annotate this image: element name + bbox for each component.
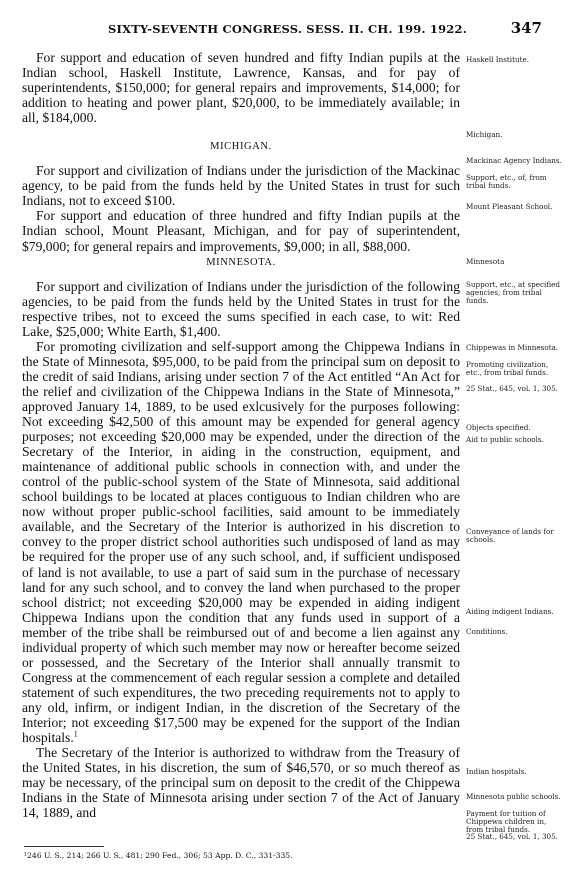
paragraph-haskell: For support and education of seven hundred and fifty Indian pupils at the Indian school, Haskell Institute, Lawrence, Kansas, and for pay of superintendents, $150,000; for general repairs and improvements, $14,000; for addition to heating and power plant, $20,000, to be immediately available; in all, $184,000. bbox=[22, 50, 460, 126]
margin-note-conditions: Conditions. bbox=[466, 627, 508, 636]
page-number: 347 bbox=[510, 19, 542, 37]
footnote: ¹246 U. S., 214; 266 U. S., 481; 290 Fed., 306; 53 App. D. C., 331-335. bbox=[24, 851, 293, 860]
margin-note-payment: Payment for tuition of Chippewa children in, from tribal funds. bbox=[466, 809, 547, 835]
footnote-rule bbox=[24, 846, 104, 847]
margin-note-mackinac: Mackinac Agency Indians. bbox=[466, 156, 562, 165]
margin-note-support: Support, etc., at specified agencies, from tribal funds. bbox=[466, 280, 560, 306]
paragraph-tuition: The Secretary of the Interior is authorized to withdraw from the Treasury of the United States, in his discretion, the sum of $46,570, or so much thereof as may be necessary, of the principal sum on deposit to the credit of the Chippewa Indians in the State of Minnesota arising under section 7 of the Act of January 14, 1889, and bbox=[22, 745, 460, 821]
heading-michigan: MICHIGAN. bbox=[210, 141, 272, 153]
margin-note-mackinac-sub: Support, etc., of, from tribal funds. bbox=[466, 173, 547, 191]
margin-note-mount-pleasant: Mount Pleasant School. bbox=[466, 202, 553, 211]
running-header bbox=[0, 19, 570, 39]
margin-note-hospitals: Indian hospitals. bbox=[466, 767, 527, 776]
header-title: SIXTY-SEVENTH CONGRESS. SESS. II. CH. 199. 1922. bbox=[108, 22, 467, 36]
margin-note-chippewas: Chippewas in Minnesota. bbox=[466, 343, 559, 352]
margin-note-michigan: Michigan. bbox=[466, 130, 503, 139]
main-text bbox=[22, 50, 460, 820]
paragraph-mackinac: For support and civilization of Indians under the jurisdiction of the Mackinac agency, to be paid from the funds held by the United States in trust for such Indians, not to exceed $100. bbox=[22, 163, 460, 209]
paragraph-mount-pleasant: For support and education of three hundred and fifty Indian pupils at the Indian school, Mount Pleasant, Michigan, and for pay of superintendent, $79,000; for general repairs and improvements, $9,000; in all, $88,000. bbox=[22, 208, 460, 254]
margin-note-minnesota: Minnesota bbox=[466, 257, 505, 266]
margin-note-promoting: Promoting civilization, etc., from tribal funds. bbox=[466, 360, 549, 378]
margin-note-conveyance: Conveyance of lands for schools. bbox=[466, 527, 554, 545]
margin-note-haskell: Haskell Institute. bbox=[466, 55, 530, 64]
margin-note-stat-1: 25 Stat., 645, vol. 1, 305. bbox=[466, 384, 558, 393]
paragraph-chippewa bbox=[22, 339, 460, 745]
heading-minnesota: MINNESOTA. bbox=[206, 256, 276, 268]
margin-note-mn-public: Minnesota public schools. bbox=[466, 792, 561, 801]
paragraph-chippewa-text: For promoting civilization and self-support among the Chippewa Indians in the State of Minnesota, $95,000, to be paid from the principal sum on deposit to the credit of said Indians, arising under section 7 of the Act entitled “An Act for the relief and civilization of the Chippewa Indians in the State of Minnesota,” approved January 14, 1889, to be used exlcusively for the purposes following: Not exceeding $42,500 of this amount may be expended for general agency purposes; not exceeding $20,000 may be expended, under the direction of the Secretary of the Interior, in aiding in the construction, equipment, and maintenance of additional public schools in connection with, and under the control of the public-school system of the State of Minnesota, said additional school buildings to be located at places contiguous to Indian children who are now without proper public-school facilities, said amount to be immediately available, and the Secretary of the Interior is authorized in his discretion to convey to the proper district school authorities such undisposed of land as may be required for the proper use of any such school, and, if sufficient undisposed of land is not available, to use a part of said sum in the purchase of necessary land for any such school, and to convey the land when purchased to the proper school district; not exceeding $20,000 may be expended in aiding indigent Chippewa Indians upon the condition that any funds used in support of a member of the tribe shall be reimbursed out of and become a lien against any individual property of which such member may now or hereafter become seized or possessed, and the Secretary of the Interior shall annually transmit to Congress at the commencement of each regular session a complete and detailed statement of such expenditures, the two preceding requirements not to apply to any old, infirm, or indigent Indian, in the discretion of the Secretary of the Interior; not exceeding $17,500 may be expened for the support of the Indian hospitals. bbox=[22, 338, 460, 746]
margin-note-aiding: Aiding indigent Indians. bbox=[466, 607, 554, 616]
paragraph-agencies: For support and civilization of Indians under the jurisdiction of the following agencies, to be paid from the funds held by the United States in trust for the respective tribes, not to exceed the sums specified in each case, to wit: Red Lake, $25,000; White Earth, $1,400. bbox=[22, 278, 460, 339]
margin-note-objects: Objects specified. bbox=[466, 423, 531, 432]
margin-note-aid-schools: Aid to public schools. bbox=[466, 435, 544, 444]
margin-note-stat-2: 25 Stat., 645, vol. 1, 305. bbox=[466, 832, 558, 841]
footnote-mark: 1 bbox=[73, 729, 78, 739]
